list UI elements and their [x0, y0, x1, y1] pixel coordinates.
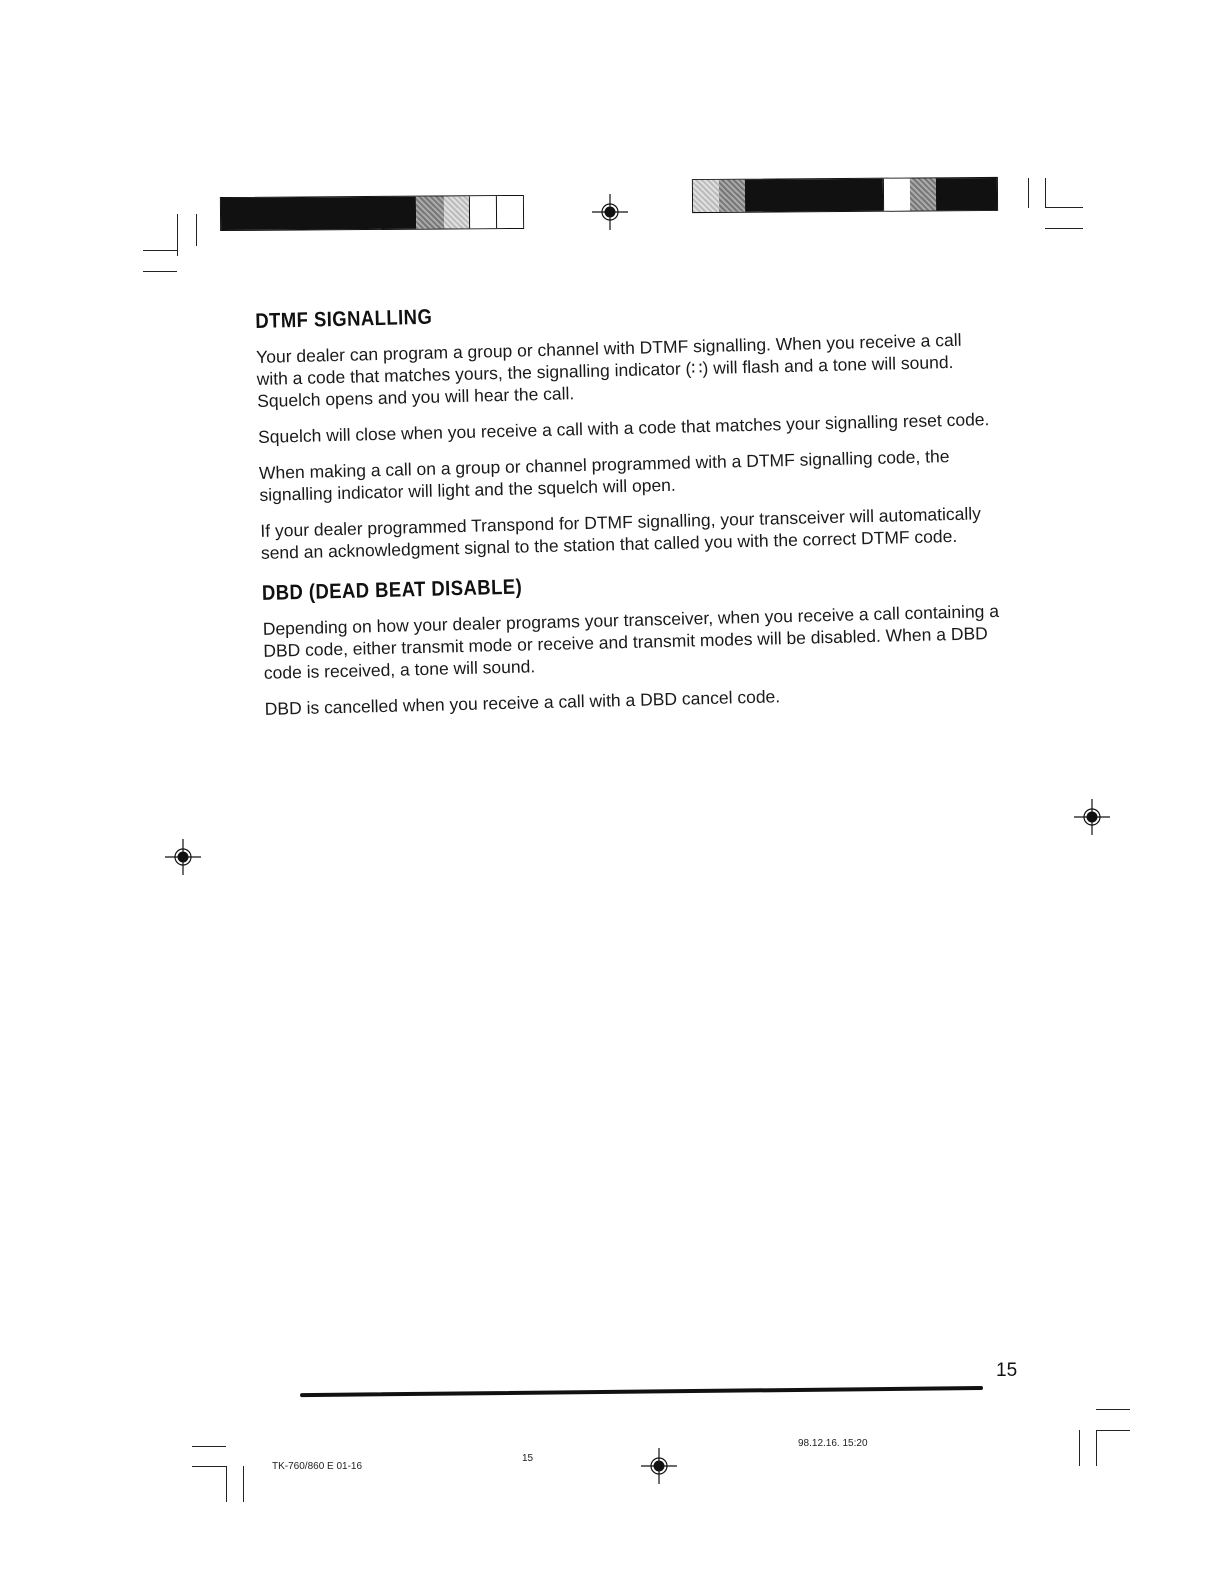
registration-target-icon [1072, 797, 1112, 837]
registration-target-icon [590, 192, 630, 232]
registration-target-icon [639, 1446, 679, 1486]
paragraph: DBD is cancelled when you receive a call with a DBD cancel code. [264, 686, 781, 719]
crop-mark [143, 271, 177, 272]
footer-doc-code: TK-760/860 E 01-16 [272, 1461, 363, 1472]
page-number: 15 [996, 1360, 1018, 1381]
paragraph: Squelch will close when you receive a call with a code that matches your signalling reset code. [257, 409, 990, 447]
crop-mark [177, 214, 178, 256]
section-dbd [262, 564, 1005, 720]
crop-mark [1079, 1430, 1080, 1466]
color-bar-right [692, 177, 998, 213]
footer-sheet-number: 15 [522, 1453, 534, 1464]
crop-mark [1028, 178, 1029, 208]
crop-mark [192, 1466, 226, 1467]
color-bar-left [220, 195, 524, 231]
crop-mark [1045, 228, 1083, 229]
paragraph: Depending on how your dealer programs your transceiver, when you receive a call containing a DBD code, either transmit mode or receive and transmit modes will be disabled. When a DBD code is received, a tone will sound. [262, 600, 1000, 683]
paragraph: When making a call on a group or channel programmed with a DTMF signalling code, the signalling indicator will light and the squelch will open. [258, 446, 950, 505]
crop-mark [226, 1466, 227, 1502]
crop-mark [1045, 178, 1046, 208]
crop-mark [192, 1446, 226, 1447]
section-heading: DTMF SIGNALLING [255, 305, 433, 333]
crop-mark [1096, 1430, 1097, 1466]
crop-mark [1096, 1409, 1130, 1410]
paragraph: Your dealer can program a group or channel with DTMF signalling. When you receive a call with a code that matches yours, the signalling indicator (∷) will flash and a tone will sound. Squelch opens and you will hear the call. [255, 329, 962, 411]
paragraph: If your dealer programmed Transpond for DTMF signalling, your transceiver will automatically send an acknowledgment signal to the station that called you with the correct DTMF code. [260, 503, 982, 563]
crop-mark [196, 214, 197, 246]
crop-mark [143, 250, 177, 251]
crop-mark [243, 1466, 244, 1502]
footer-timestamp: 98.12.16. 15:20 [798, 1438, 868, 1449]
manual-content [255, 292, 1005, 734]
page-rule [300, 1386, 983, 1397]
section-dtmf [255, 292, 1001, 564]
crop-mark [1045, 207, 1083, 208]
section-heading: DBD (DEAD BEAT DISABLE) [261, 575, 523, 605]
registration-target-icon [163, 837, 203, 877]
crop-mark [1096, 1430, 1130, 1431]
